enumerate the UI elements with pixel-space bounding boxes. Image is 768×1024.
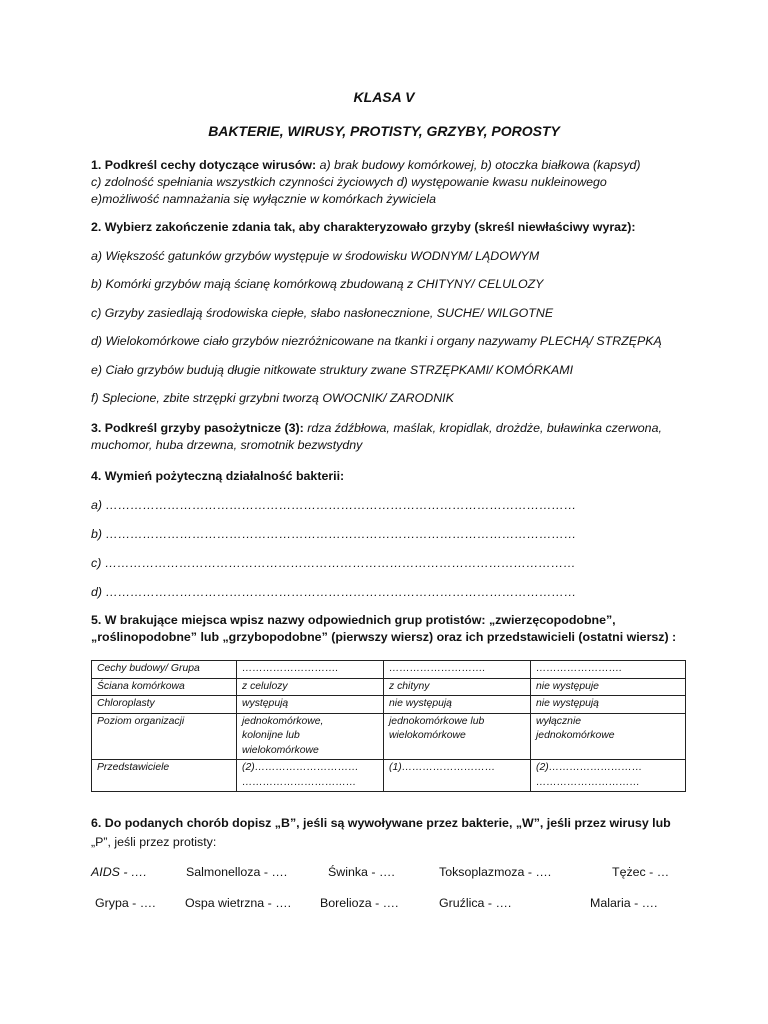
table-cell: jednokomórkowe, kolonijne lub wielokomórkowe bbox=[237, 713, 384, 760]
q5-prompt-2: „roślinopodobne” lub „grzybopodobne” (pierwszy wiersz) oraz ich przedstawicieli (ostatni wiersz) : bbox=[91, 630, 677, 644]
q2-item-d: d) Wielokomórkowe ciało grzybów niezróżnicowane na tkanki i organy nazywamy PLECHĄ/ STRZĘPKĄ bbox=[91, 334, 662, 348]
table-row bbox=[92, 696, 686, 714]
q2-item-b: b) Komórki grzybów mają ścianę komórkową zbudowaną z CHITYNY/ CELULOZY bbox=[91, 277, 544, 291]
group-blank-2[interactable]: ………………………. bbox=[384, 661, 531, 679]
disease-grypa[interactable]: Grypa - …. bbox=[95, 896, 156, 910]
answer-line-a[interactable]: a) …………………………………………………………………………………………………… bbox=[91, 498, 577, 512]
table-cell: wyłącznie jednokomórkowe bbox=[531, 713, 686, 760]
table-row bbox=[92, 661, 686, 679]
q2-item-c: c) Grzyby zasiedlają środowiska ciepłe, słabo nasłonecznione, SUCHE/ WILGOTNE bbox=[91, 306, 554, 320]
q5-prompt-1: 5. W brakujące miejsca wpisz nazwy odpowiednich grup protistów: „zwierzęcopodobne”, bbox=[91, 613, 616, 627]
disease-swinka[interactable]: Świnka - …. bbox=[328, 865, 395, 879]
protists-table bbox=[91, 660, 686, 792]
q2-item-e: e) Ciało grzybów budują długie nitkowate struktury zwane STRZĘPKAMI/ KOMÓRKAMI bbox=[91, 363, 574, 377]
disease-ospa-wietrzna[interactable]: Ospa wietrzna - …. bbox=[185, 896, 292, 910]
table-cell: Chloroplasty bbox=[92, 696, 237, 714]
q1-options-2: c) zdolność spełniania wszystkich czynności życiowych d) występowanie kwasu nukleinowego bbox=[91, 175, 607, 189]
q2-prompt: 2. Wybierz zakończenie zdania tak, aby charakteryzowało grzyby (skreśl niewłaściwy wyraz): bbox=[91, 220, 636, 234]
disease-malaria[interactable]: Malaria - …. bbox=[590, 896, 658, 910]
table-cell: nie występuje bbox=[531, 678, 686, 696]
q3-options-1: rdza źdźbłowa, maślak, kropidlak, drożdże, buławinka czerwona, bbox=[307, 421, 662, 435]
q1-options-1: a) brak budowy komórkowej, b) otoczka białkowa (kapsyd) bbox=[319, 158, 641, 172]
table-cell: nie występują bbox=[384, 696, 531, 714]
disease-gruzlica[interactable]: Gruźlica - …. bbox=[439, 896, 512, 910]
q1-prompt: 1. Podkreśl cechy dotyczące wirusów: bbox=[91, 158, 317, 172]
table-cell: Ściana komórkowa bbox=[92, 678, 237, 696]
table-cell: Cechy budowy/ Grupa bbox=[92, 661, 237, 679]
q3-options-2: muchomor, huba drzewna, sromotnik bezwstydny bbox=[91, 438, 363, 452]
table-cell: z celulozy bbox=[237, 678, 384, 696]
table-cell: z chityny bbox=[384, 678, 531, 696]
topic-title: BAKTERIE, WIRUSY, PROTISTY, GRZYBY, POROSTY bbox=[208, 123, 560, 139]
answer-line-c[interactable]: c) …………………………………………………………………………………………………… bbox=[91, 556, 576, 570]
answer-line-d[interactable]: d) …………………………………………………………………………………………………… bbox=[91, 585, 577, 599]
representatives-blank-1[interactable]: (2)………………………… …………………………… bbox=[237, 760, 384, 792]
q3-prompt: 3. Podkreśl grzyby pasożytnicze (3): bbox=[91, 421, 304, 435]
group-blank-3[interactable]: ……………………. bbox=[531, 661, 686, 679]
table-cell: nie występują bbox=[531, 696, 686, 714]
table-cell: jednokomórkowe lub wielokomórkowe bbox=[384, 713, 531, 760]
table-cell: Poziom organizacji bbox=[92, 713, 237, 760]
table-cell: Przedstawiciele bbox=[92, 760, 237, 792]
disease-toksoplazmoza[interactable]: Toksoplazmoza - …. bbox=[439, 865, 552, 879]
disease-borelioza[interactable]: Borelioza - …. bbox=[320, 896, 399, 910]
disease-aids[interactable]: AIDS - …. bbox=[91, 865, 147, 879]
table-row bbox=[92, 678, 686, 696]
q6-prompt-1: 6. Do podanych chorób dopisz „B”, jeśli są wywoływane przez bakterie, „W”, jeśli przez wirusy lub bbox=[91, 816, 671, 830]
q4-prompt: 4. Wymień pożyteczną działalność bakterii: bbox=[91, 469, 345, 483]
group-blank-1[interactable]: ………………………. bbox=[237, 661, 384, 679]
q1-options-3: e)możliwość namnażania się wyłącznie w komórkach żywiciela bbox=[91, 192, 436, 206]
representatives-blank-2[interactable]: (1)……………………… bbox=[384, 760, 531, 792]
q3-line1 bbox=[91, 420, 662, 437]
representatives-blank-3[interactable]: (2)……………………… ………………………… bbox=[531, 760, 686, 792]
table-row bbox=[92, 713, 686, 760]
class-title: KLASA V bbox=[353, 89, 415, 105]
q1-line1 bbox=[91, 157, 641, 174]
q2-item-a: a) Większość gatunków grzybów występuje w środowisku WODNYM/ LĄDOWYM bbox=[91, 249, 540, 263]
table-row bbox=[92, 760, 686, 792]
answer-line-b[interactable]: b) …………………………………………………………………………………………………… bbox=[91, 527, 577, 541]
disease-salmonelloza[interactable]: Salmonelloza - …. bbox=[186, 865, 288, 879]
table-cell: występują bbox=[237, 696, 384, 714]
q2-item-f: f) Splecione, zbite strzępki grzybni tworzą OWOCNIK/ ZARODNIK bbox=[91, 391, 454, 405]
disease-tezec[interactable]: Tężec - … bbox=[612, 865, 670, 879]
q6-prompt-2: „P”, jeśli przez protisty: bbox=[91, 835, 217, 849]
